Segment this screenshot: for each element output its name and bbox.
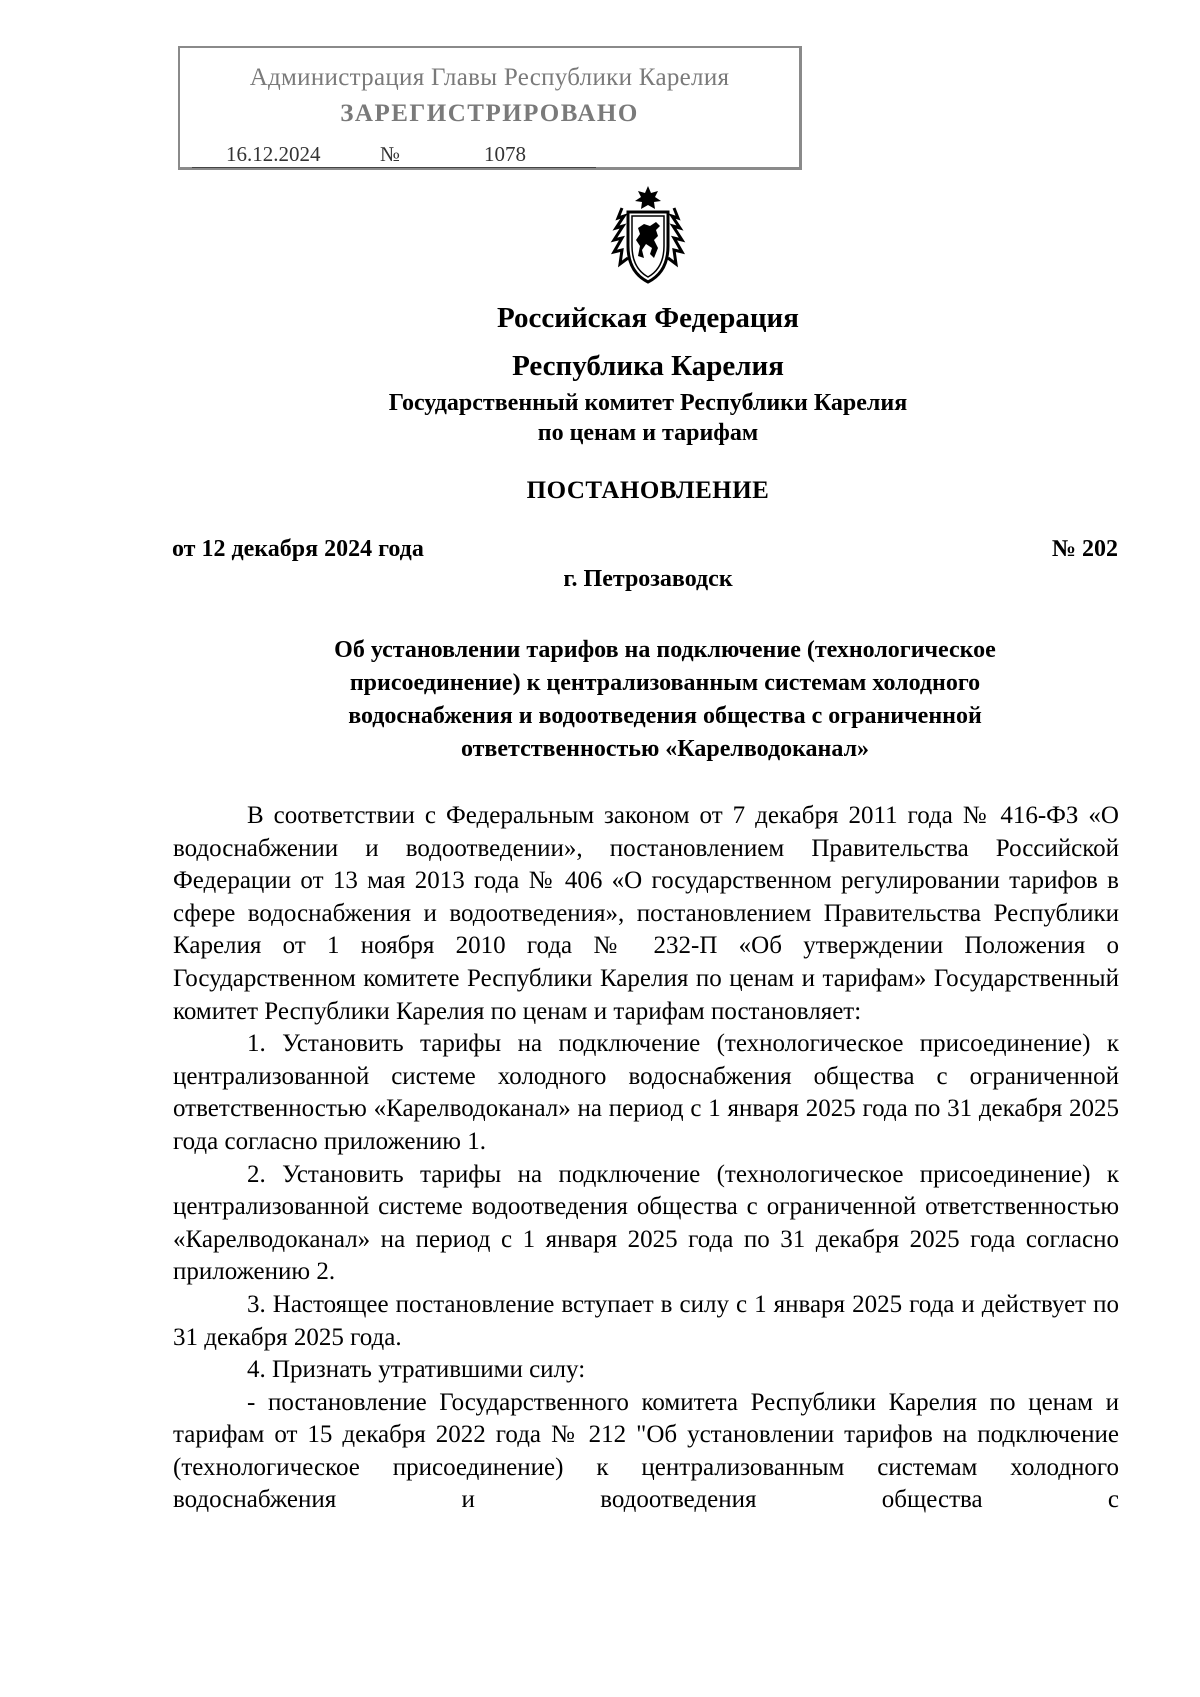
item-2-paragraph: 2. Установить тарифы на подключение (технологическое присоединение) к централизованной системе водоотведения общества с ограниченной ответственностью «Карелводоканал» на период с 1 января 2025 года по 31 декабря 2025 года согласно приложению 2. bbox=[173, 1160, 1119, 1286]
item-3-paragraph: 3. Настоящее постановление вступает в силу с 1 января 2025 года и действует по 31 декабря 2025 года. bbox=[173, 1290, 1119, 1351]
item-1-paragraph: 1. Установить тарифы на подключение (технологическое присоединение) к централизованной системе холодного водоснабжения общества с ограниченной ответственностью «Карелводоканал» на период с 1 января 2025 года по 31 декабря 2025 года согласно приложению 1. bbox=[173, 1030, 1119, 1155]
item-4-paragraph: 4. Признать утратившими силу: bbox=[247, 1356, 586, 1384]
title-line: водоснабжения и водоотведения общества с ограниченной bbox=[348, 703, 982, 729]
preamble-paragraph: В соответствии с Федеральным законом от 7 декабря 2011 года № 416-ФЗ «О водоснабжении и водоотведении», постановлением Правительства Российской Федерации от 13 мая 2013 года № 406 «О государственном регулировании тарифов в сфере водоснабжения и водоотведения», постановлением Правительства Республики Карелия от 1 ноября 2010 года № 232-П «Об утверждении Положения о Государственном комитете Республики Карелия по ценам и тарифам» Государственный комитет Республики Карелия по ценам и тарифам постановляет: bbox=[173, 802, 1119, 1025]
header-committee-line2: по ценам и тарифам bbox=[537, 420, 759, 446]
document-date: от 12 декабря 2024 года bbox=[172, 536, 424, 562]
document-body bbox=[173, 800, 1119, 1517]
item-4-sub-paragraph: - постановление Государственного комитета Республики Карелия по ценам и тарифам от 15 декабря 2022 года № 212 "Об установлении тарифов на подключение (технологическое присоединение) к централизованным системам холодного водоснабжения и водоотведения общества с bbox=[173, 1388, 1119, 1514]
title-line: ответственностью «Карелводоканал» bbox=[460, 736, 870, 762]
registration-underline bbox=[192, 167, 596, 168]
karelia-coat-of-arms-icon bbox=[600, 184, 696, 288]
header-republic: Республика Карелия bbox=[512, 350, 784, 382]
stamp-registered: ЗАРЕГИСТРИРОВАНО bbox=[340, 100, 639, 127]
document-number: № 202 bbox=[1051, 536, 1118, 562]
header-federation: Российская Федерация bbox=[497, 302, 799, 334]
title-line: Об установлении тарифов на подключение (технологическое bbox=[334, 637, 996, 663]
registration-info bbox=[192, 142, 602, 170]
header-committee-line1: Государственный комитет Республики Карелия bbox=[388, 390, 908, 416]
registration-number-label: № bbox=[380, 142, 401, 166]
registration-number: 1078 bbox=[484, 142, 526, 166]
title-line: присоединение) к централизованным системам холодного bbox=[349, 670, 981, 696]
document-city: г. Петрозаводск bbox=[563, 566, 733, 592]
registration-date: 16.12.2024 bbox=[226, 142, 321, 166]
document-type: ПОСТАНОВЛЕНИЕ bbox=[526, 477, 770, 504]
document-title bbox=[260, 634, 1070, 766]
stamp-authority: Администрация Главы Республики Карелия bbox=[249, 64, 730, 91]
